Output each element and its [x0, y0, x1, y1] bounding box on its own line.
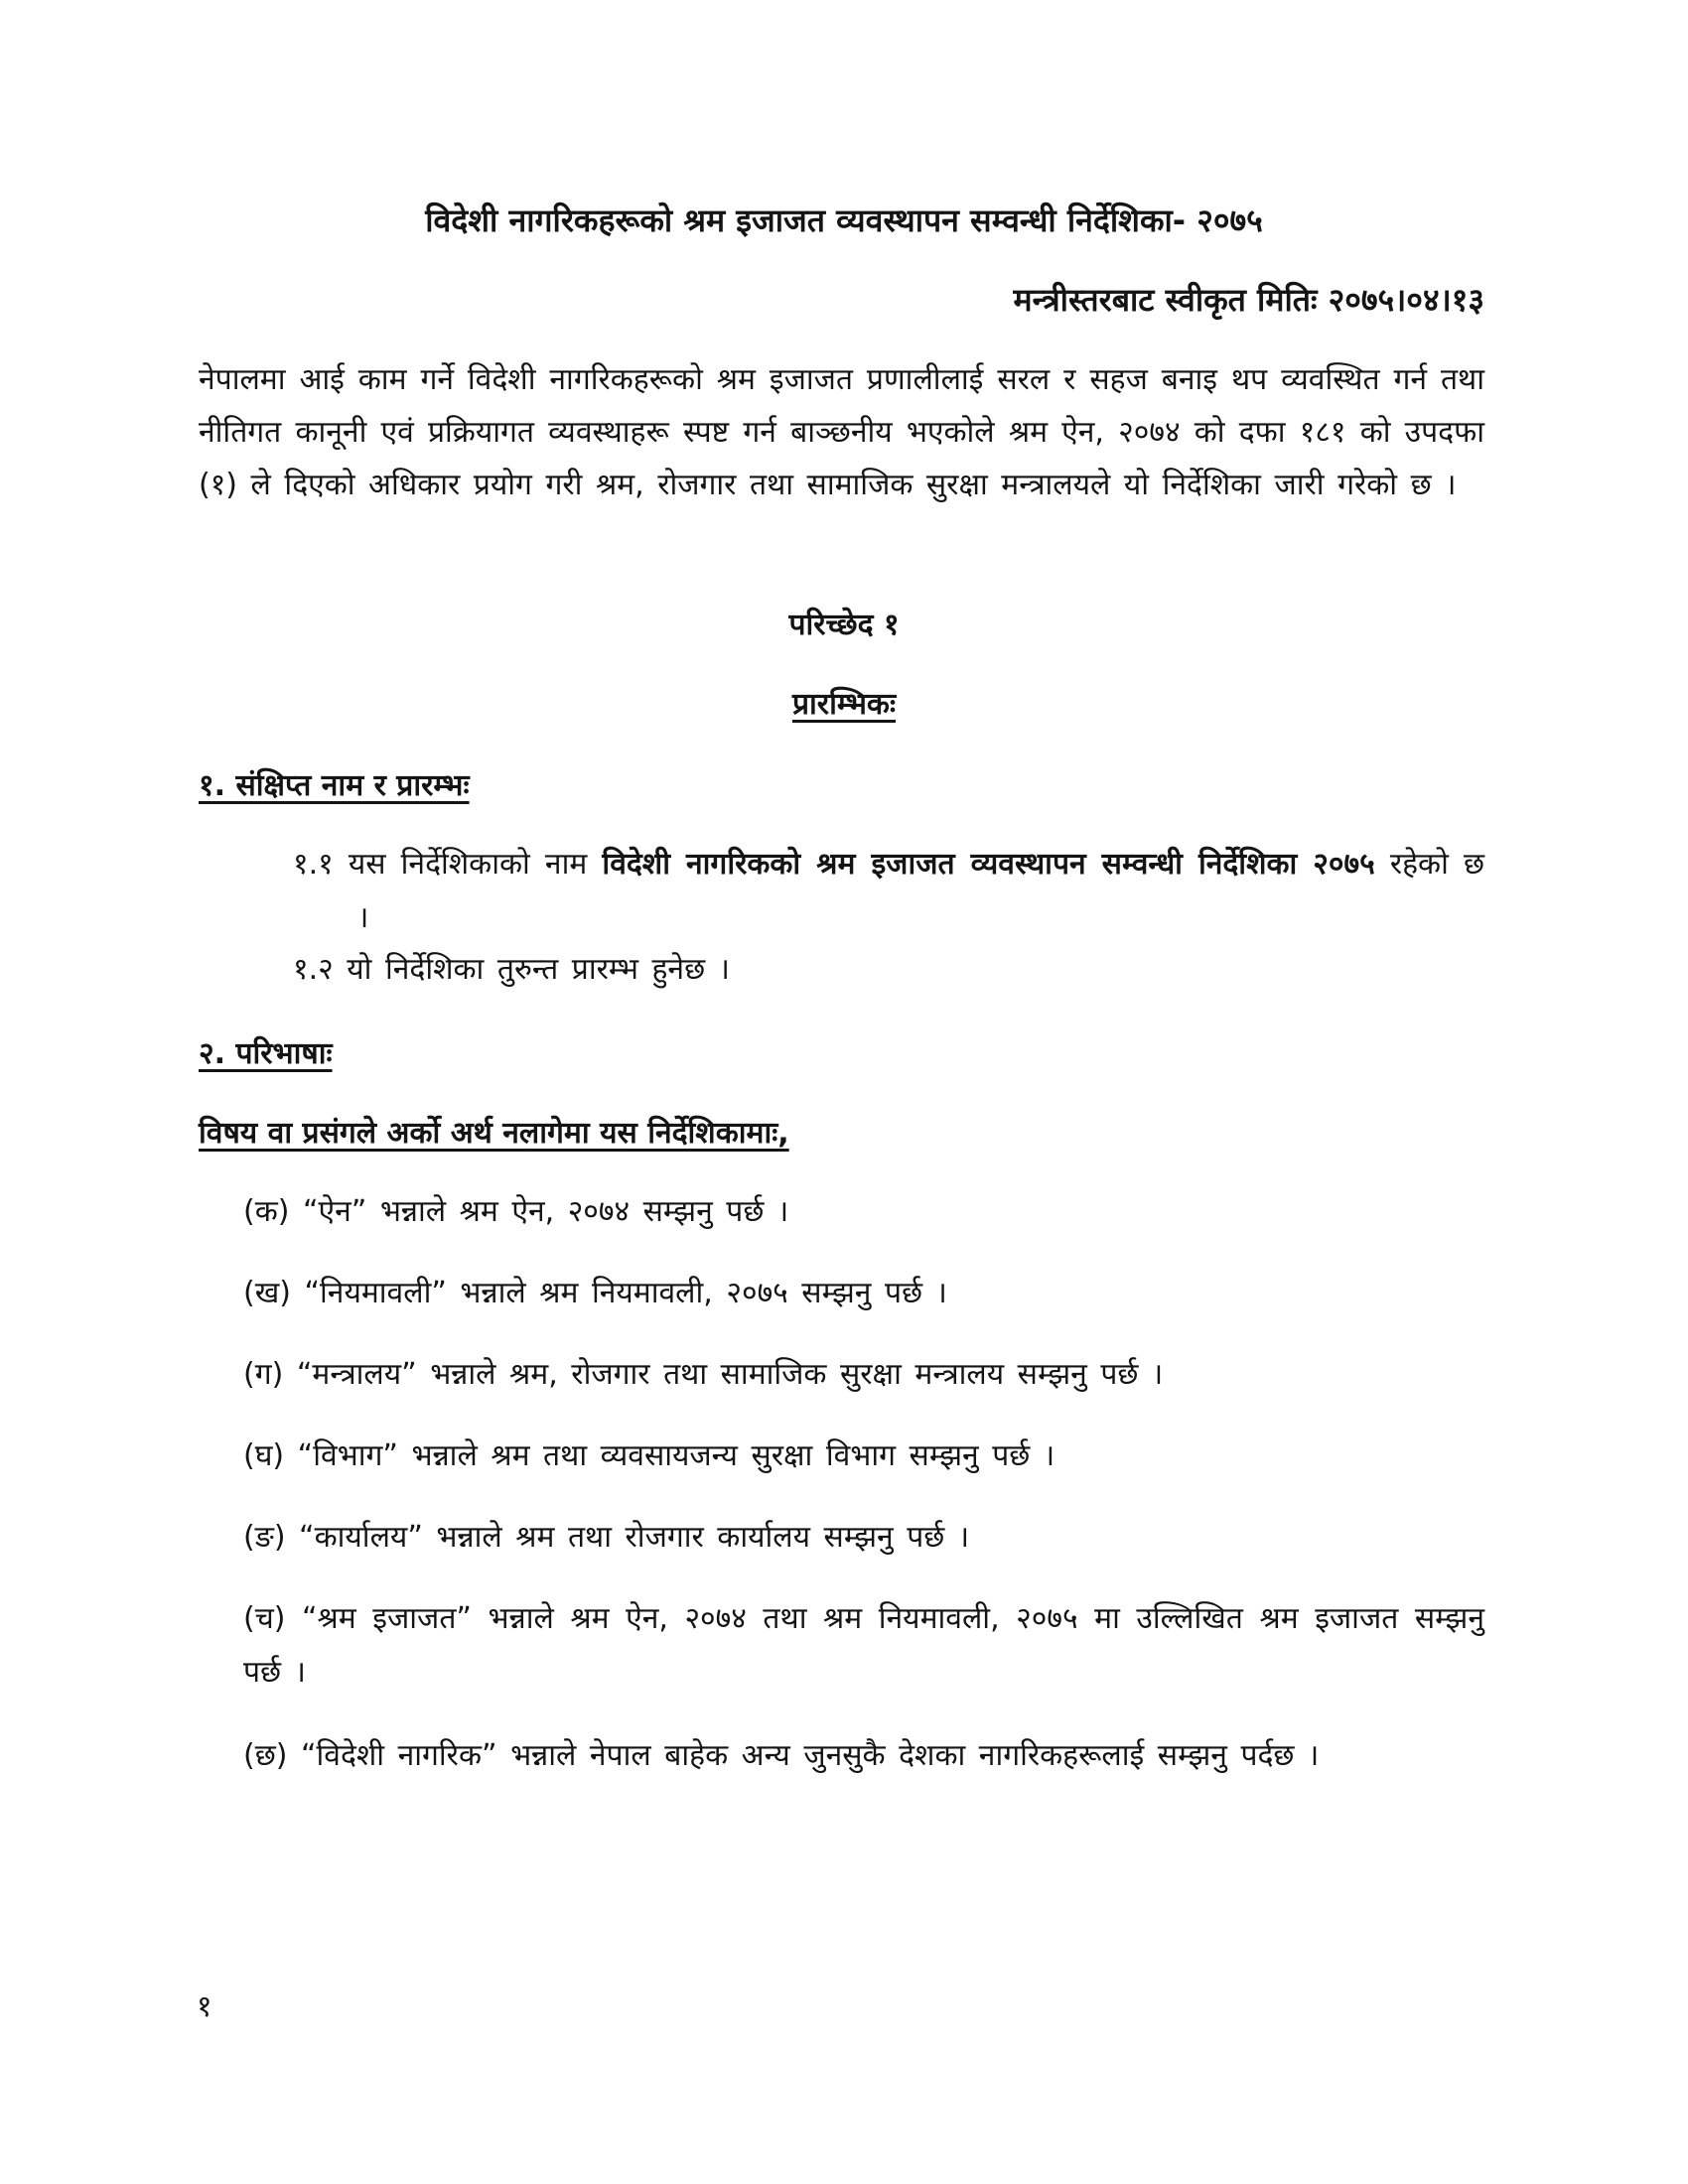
definition-item: (घ) “विभाग” भन्नाले श्रम तथा व्यवसायजन्य सुरक्षा विभाग सम्झनु पर्छ ।	[243, 1438, 1055, 1473]
definition-item: (क) “ऐन” भन्नाले श्रम ऐन, २०७४ सम्झनु पर्छ ।	[243, 1194, 789, 1229]
clause-1-2: १.२ यो निर्देशिका तुरुन्त प्रारम्भ हुनेछ ।	[293, 952, 731, 987]
document-title: विदेशी नागरिकहरूको श्रम इजाजत व्यवस्थापन सम्वन्धी निर्देशिका- २०७५	[425, 202, 1263, 239]
preamble-paragraph: नेपालमा आई काम गर्ने विदेशी नागरिकहरूको श्रम इजाजत प्रणालीलाई सरल र सहज बनाइ थप व्यवस्थित गर्न तथा नीतिगत कानूनी एवं प्रक्रियागत व्यवस्थाहरू स्पष्ट गर्न बाञ्छनीय भएकोले श्रम ऐन, २०७४ को दफा १८१ को उपदफा (१) ले दिएको अधिकार प्रयोग गरी श्रम, रोजगार तथा सामाजिक सुरक्षा मन्त्रालयले यो निर्देशिका जारी गरेको छ ।	[199, 362, 1484, 502]
section-1-heading: १. संक्षिप्त नाम र प्रारम्भः	[199, 768, 470, 803]
definition-item: (ख) “नियमावली” भन्नाले श्रम नियमावली, २०७५ सम्झनु पर्छ ।	[243, 1276, 947, 1310]
clause-1-1-suffix: रहेको छ ।	[357, 847, 1485, 935]
clause-1-1-short-name: विदेशी नागरिकको श्रम इजाजत व्यवस्थापन सम्वन्धी निर्देशिका २०७५	[602, 847, 1375, 882]
clause-1-1-prefix: १.१ यस निर्देशिकाको नाम	[293, 847, 603, 882]
definition-item: (च) “श्रम इजाजत” भन्नाले श्रम ऐन, २०७४ तथा श्रम नियमावली, २०७५ मा उल्लिखित श्रम इजाजत सम्झनु पर्छ ।	[243, 1601, 1484, 1690]
approval-date: मन्त्रीस्तरबाट स्वीकृत मितिः २०७५।०४।१३	[1013, 281, 1484, 319]
section-2-heading: २. परिभाषाः	[199, 1036, 333, 1071]
definition-item: (ग) “मन्त्रालय” भन्नाले श्रम, रोजगार तथा सामाजिक सुरक्षा मन्त्रालय सम्झनु पर्छ ।	[243, 1357, 1164, 1392]
chapter-heading: परिच्छेद १	[788, 608, 900, 642]
definition-item: (ङ) “कार्यालय” भन्नाले श्रम तथा रोजगार कार्यालय सम्झनु पर्छ ।	[243, 1520, 970, 1555]
clause-1-1	[293, 838, 1484, 945]
page-number: १	[197, 1989, 212, 2024]
chapter-subheading: प्रारम्भिकः	[791, 687, 897, 722]
definitions-intro: विषय वा प्रसंगले अर्को अर्थ नलागेमा यस निर्देशिकामाः,	[199, 1116, 789, 1151]
definition-item: (छ) “विदेशी नागरिक” भन्नाले नेपाल बाहेक अन्य जुनसुकै देशका नागरिकहरूलाई सम्झनु पर्दछ ।	[243, 1738, 1320, 1773]
